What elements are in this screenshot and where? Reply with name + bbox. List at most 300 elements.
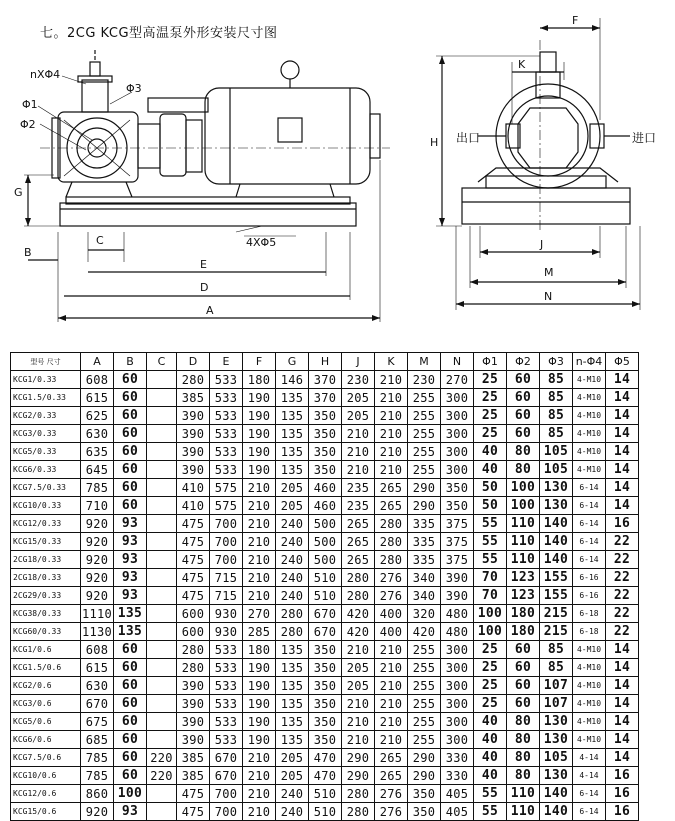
table-cell: 335 <box>408 515 441 533</box>
table-cell: 190 <box>243 443 276 461</box>
table-cell: 60 <box>114 731 147 749</box>
table-cell-model: 2CG18/0.33 <box>11 551 81 569</box>
table-cell: 155 <box>540 587 573 605</box>
table-row <box>11 641 639 659</box>
table-cell: 60 <box>114 767 147 785</box>
table-cell: 280 <box>375 551 408 569</box>
table-cell: 670 <box>309 605 342 623</box>
table-cell: 60 <box>114 749 147 767</box>
table-cell: 265 <box>375 497 408 515</box>
table-cell: 920 <box>81 587 114 605</box>
table-cell: 255 <box>408 389 441 407</box>
table-row <box>11 713 639 731</box>
table-cell: 6-14 <box>573 515 606 533</box>
table-cell: 16 <box>606 515 639 533</box>
table-row <box>11 533 639 551</box>
label-b: B <box>24 246 32 259</box>
table-header-cell: M <box>408 353 441 371</box>
table-cell: 533 <box>210 713 243 731</box>
table-cell: 350 <box>441 479 474 497</box>
table-cell: 300 <box>441 407 474 425</box>
table-cell: 300 <box>441 695 474 713</box>
table-row <box>11 587 639 605</box>
table-cell: 533 <box>210 371 243 389</box>
table-cell-model: KCG7.5/0.6 <box>11 749 81 767</box>
table-cell-model: KCG2/0.33 <box>11 407 81 425</box>
table-cell: 210 <box>243 533 276 551</box>
table-row <box>11 695 639 713</box>
table-row <box>11 785 639 803</box>
table-cell: 475 <box>177 533 210 551</box>
table-cell: 270 <box>243 605 276 623</box>
table-cell: 276 <box>375 569 408 587</box>
table-cell: 475 <box>177 515 210 533</box>
table-cell: 410 <box>177 497 210 515</box>
table-cell: 60 <box>507 641 540 659</box>
table-cell: 533 <box>210 425 243 443</box>
table-cell <box>147 533 177 551</box>
table-cell: 80 <box>507 731 540 749</box>
table-cell: 533 <box>210 461 243 479</box>
table-cell: 210 <box>243 587 276 605</box>
table-row <box>11 425 639 443</box>
table-cell: 500 <box>309 515 342 533</box>
table-cell: 350 <box>309 407 342 425</box>
table-cell: 700 <box>210 803 243 821</box>
table-cell: 235 <box>342 479 375 497</box>
installation-drawing <box>0 0 675 350</box>
table-cell: 22 <box>606 605 639 623</box>
table-cell: 240 <box>276 533 309 551</box>
table-cell: 270 <box>441 371 474 389</box>
table-cell: 330 <box>441 749 474 767</box>
table-cell: 14 <box>606 731 639 749</box>
table-cell: 130 <box>540 479 573 497</box>
table-cell: 180 <box>243 641 276 659</box>
table-cell-model: KCG6/0.6 <box>11 731 81 749</box>
table-cell: 300 <box>441 731 474 749</box>
table-cell: 60 <box>114 461 147 479</box>
table-row <box>11 407 639 425</box>
table-cell: 470 <box>309 749 342 767</box>
table-cell: 190 <box>243 695 276 713</box>
table-cell: 210 <box>342 695 375 713</box>
table-cell: 920 <box>81 569 114 587</box>
table-cell: 280 <box>342 569 375 587</box>
table-cell: 80 <box>507 461 540 479</box>
table-cell: 210 <box>243 479 276 497</box>
table-cell: 130 <box>540 767 573 785</box>
table-row <box>11 389 639 407</box>
table-cell: 205 <box>276 749 309 767</box>
table-cell: 290 <box>408 767 441 785</box>
table-cell: 385 <box>177 389 210 407</box>
label-outlet: 出口 <box>456 131 481 145</box>
table-cell: 215 <box>540 605 573 623</box>
table-cell <box>147 425 177 443</box>
table-cell: 533 <box>210 695 243 713</box>
table-cell: 14 <box>606 695 639 713</box>
table-cell: 265 <box>375 767 408 785</box>
table-row <box>11 371 639 389</box>
table-cell: 390 <box>177 425 210 443</box>
table-cell <box>147 659 177 677</box>
table-header-model: 型号 尺寸 <box>11 353 81 371</box>
table-cell: 240 <box>276 569 309 587</box>
table-cell: 93 <box>114 533 147 551</box>
table-cell: 190 <box>243 659 276 677</box>
table-cell: 280 <box>177 659 210 677</box>
table-cell: 210 <box>375 695 408 713</box>
table-cell: 385 <box>177 767 210 785</box>
table-cell: 85 <box>540 641 573 659</box>
table-cell <box>147 551 177 569</box>
table-cell: 25 <box>474 425 507 443</box>
table-cell: 370 <box>309 371 342 389</box>
table-cell: 350 <box>441 497 474 515</box>
table-cell: 60 <box>507 695 540 713</box>
table-cell: 276 <box>375 785 408 803</box>
table-cell: 475 <box>177 551 210 569</box>
table-cell: 135 <box>276 389 309 407</box>
table-cell: 470 <box>309 767 342 785</box>
table-cell: 265 <box>342 551 375 569</box>
table-cell: 4-M10 <box>573 425 606 443</box>
table-cell: 635 <box>81 443 114 461</box>
table-cell: 300 <box>441 461 474 479</box>
table-cell: 280 <box>276 605 309 623</box>
table-cell: 180 <box>507 605 540 623</box>
label-a: A <box>206 304 214 317</box>
terminal-box <box>278 118 302 142</box>
table-header-cell: Φ3 <box>540 353 573 371</box>
table-cell: 60 <box>507 677 540 695</box>
table-cell: 55 <box>474 785 507 803</box>
table-cell: 6-14 <box>573 497 606 515</box>
table-body <box>11 371 639 821</box>
table-row <box>11 731 639 749</box>
table-cell: 100 <box>474 605 507 623</box>
table-cell: 210 <box>342 641 375 659</box>
table-cell: 60 <box>114 389 147 407</box>
table-cell: 16 <box>606 785 639 803</box>
table-cell: 685 <box>81 731 114 749</box>
table-cell: 405 <box>441 785 474 803</box>
table-cell: 255 <box>408 713 441 731</box>
table-cell: 25 <box>474 677 507 695</box>
table-cell: 60 <box>114 695 147 713</box>
table-cell: 110 <box>507 785 540 803</box>
table-cell: 4-M10 <box>573 695 606 713</box>
label-n: N <box>544 290 553 303</box>
table-cell-model: KCG1.5/0.6 <box>11 659 81 677</box>
table-cell: 290 <box>408 479 441 497</box>
table-cell: 390 <box>177 461 210 479</box>
table-cell: 1130 <box>81 624 113 639</box>
table-cell: 280 <box>375 515 408 533</box>
table-cell: 135 <box>114 623 147 641</box>
table-cell: 14 <box>606 713 639 731</box>
table-cell: 60 <box>114 497 147 515</box>
table-cell: 14 <box>606 497 639 515</box>
table-cell: 860 <box>81 785 114 803</box>
table-cell <box>147 479 177 497</box>
table-cell: 240 <box>276 515 309 533</box>
table-header-cell: Φ1 <box>474 353 507 371</box>
table-cell: 205 <box>342 659 375 677</box>
table-cell: 276 <box>375 587 408 605</box>
table-cell: 6-14 <box>573 479 606 497</box>
table-row <box>11 605 639 623</box>
discharge-nozzle <box>82 80 108 112</box>
table-cell: 280 <box>342 803 375 821</box>
table-cell: 55 <box>474 551 507 569</box>
table-cell: 40 <box>474 767 507 785</box>
table-cell: 60 <box>507 389 540 407</box>
table-cell-model: 2CG29/0.33 <box>11 587 81 605</box>
table-cell: 4-14 <box>573 767 606 785</box>
table-cell: 135 <box>114 605 147 623</box>
table-cell: 480 <box>441 605 474 623</box>
table-cell: 123 <box>507 569 540 587</box>
table-cell: 93 <box>114 587 147 605</box>
table-cell: 625 <box>81 407 114 425</box>
table-cell <box>147 641 177 659</box>
table-cell: 40 <box>474 749 507 767</box>
table-cell-model: KCG15/0.6 <box>11 803 81 821</box>
table-cell-model: KCG12/0.6 <box>11 785 81 803</box>
table-header-cell: F <box>243 353 276 371</box>
table-cell: 93 <box>114 551 147 569</box>
table-cell-model: KCG6/0.33 <box>11 461 81 479</box>
table-cell: 350 <box>309 461 342 479</box>
table-cell: 60 <box>114 713 147 731</box>
table-cell: 390 <box>441 569 474 587</box>
table-cell: 180 <box>507 623 540 641</box>
table-cell: 25 <box>474 641 507 659</box>
table-cell: 210 <box>243 803 276 821</box>
table-cell: 255 <box>408 695 441 713</box>
table-cell: 255 <box>408 641 441 659</box>
table-cell: 80 <box>507 443 540 461</box>
table-cell: 700 <box>210 533 243 551</box>
table-cell: 480 <box>441 623 474 641</box>
table-cell: 70 <box>474 587 507 605</box>
table-cell: 255 <box>408 443 441 461</box>
table-cell: 255 <box>408 407 441 425</box>
table-cell-model: KCG3/0.33 <box>11 425 81 443</box>
table-cell <box>147 371 177 389</box>
table-cell: 93 <box>114 515 147 533</box>
table-cell: 500 <box>309 533 342 551</box>
table-cell: 22 <box>606 587 639 605</box>
lifting-eye <box>281 61 299 79</box>
table-cell: 85 <box>540 659 573 677</box>
table-cell: 14 <box>606 371 639 389</box>
table-cell: 60 <box>507 371 540 389</box>
table-cell: 210 <box>375 659 408 677</box>
table-cell: 210 <box>342 443 375 461</box>
table-cell: 130 <box>540 497 573 515</box>
table-cell: 135 <box>276 677 309 695</box>
table-cell-model: KCG10/0.33 <box>11 497 81 515</box>
table-cell <box>147 677 177 695</box>
table-cell: 25 <box>474 407 507 425</box>
table-cell: 210 <box>243 749 276 767</box>
table-cell: 370 <box>309 389 342 407</box>
table-cell: 6-18 <box>573 605 606 623</box>
label-phi2: Φ2 <box>20 118 36 131</box>
table-cell: 107 <box>540 695 573 713</box>
table-cell: 22 <box>606 533 639 551</box>
table-cell: 920 <box>81 551 114 569</box>
table-header-cell: G <box>276 353 309 371</box>
table-header-cell: Φ2 <box>507 353 540 371</box>
table-cell: 210 <box>342 713 375 731</box>
table-cell: 510 <box>309 785 342 803</box>
table-cell: 25 <box>474 695 507 713</box>
table-cell: 190 <box>243 461 276 479</box>
table-cell: 575 <box>210 479 243 497</box>
table-cell: 105 <box>540 461 573 479</box>
table-cell-model: KCG12/0.33 <box>11 515 81 533</box>
side-base <box>462 188 630 224</box>
table-cell: 930 <box>210 623 243 641</box>
table-cell: 300 <box>441 425 474 443</box>
table-cell: 220 <box>147 749 177 767</box>
label-inlet: 进口 <box>632 131 657 145</box>
label-4xphi5: 4XΦ5 <box>246 236 277 249</box>
table-cell: 533 <box>210 659 243 677</box>
table-cell: 475 <box>177 587 210 605</box>
table-cell: 210 <box>342 461 375 479</box>
table-cell: 350 <box>309 695 342 713</box>
table-cell: 533 <box>210 641 243 659</box>
table-cell: 210 <box>375 371 408 389</box>
table-cell: 400 <box>375 605 408 623</box>
table-cell: 608 <box>81 371 114 389</box>
table-cell: 22 <box>606 569 639 587</box>
table-cell: 255 <box>408 731 441 749</box>
table-cell: 16 <box>606 767 639 785</box>
table-cell: 280 <box>276 623 309 641</box>
page-title: 七。2CG KCG型高温泵外形安装尺寸图 <box>40 26 278 41</box>
table-cell: 40 <box>474 443 507 461</box>
table-cell: 410 <box>177 479 210 497</box>
table-cell: 60 <box>507 425 540 443</box>
table-cell: 4-M10 <box>573 371 606 389</box>
table-cell: 460 <box>309 479 342 497</box>
table-cell: 615 <box>81 389 114 407</box>
table-cell: 55 <box>474 515 507 533</box>
table-cell: 700 <box>210 515 243 533</box>
table-cell: 290 <box>342 749 375 767</box>
table-cell: 50 <box>474 479 507 497</box>
table-cell: 16 <box>606 803 639 821</box>
table-cell <box>147 569 177 587</box>
table-cell: 60 <box>114 659 147 677</box>
table-cell: 240 <box>276 551 309 569</box>
table-cell: 210 <box>342 731 375 749</box>
table-cell: 210 <box>243 515 276 533</box>
table-cell: 280 <box>177 641 210 659</box>
table-cell: 350 <box>309 659 342 677</box>
table-cell: 4-M10 <box>573 677 606 695</box>
table-cell: 135 <box>276 443 309 461</box>
table-cell: 500 <box>309 551 342 569</box>
table-cell: 4-M10 <box>573 713 606 731</box>
table-cell: 510 <box>309 569 342 587</box>
table-cell: 123 <box>507 587 540 605</box>
table-cell: 715 <box>210 569 243 587</box>
table-cell: 215 <box>540 623 573 641</box>
table-cell: 85 <box>540 371 573 389</box>
table-header-cell: Φ5 <box>606 353 639 371</box>
table-cell: 420 <box>342 623 375 641</box>
table-cell: 6-14 <box>573 551 606 569</box>
table-cell: 210 <box>243 569 276 587</box>
table-cell: 80 <box>507 749 540 767</box>
table-cell: 575 <box>210 497 243 515</box>
table-row <box>11 551 639 569</box>
table-cell: 330 <box>441 767 474 785</box>
table-cell-model: KCG1/0.33 <box>11 371 81 389</box>
table-cell: 190 <box>243 425 276 443</box>
table-row <box>11 749 639 767</box>
table-cell: 6-14 <box>573 533 606 551</box>
table-cell: 135 <box>276 695 309 713</box>
table-cell <box>147 461 177 479</box>
table-cell: 6-14 <box>573 785 606 803</box>
table-cell: 475 <box>177 785 210 803</box>
table-row <box>11 767 639 785</box>
table-cell: 670 <box>81 695 114 713</box>
table-cell: 210 <box>375 425 408 443</box>
table-cell: 140 <box>540 785 573 803</box>
table-cell: 300 <box>441 641 474 659</box>
table-cell: 390 <box>177 731 210 749</box>
table-cell: 510 <box>309 803 342 821</box>
label-m: M <box>544 266 554 279</box>
table-cell: 60 <box>114 371 147 389</box>
table-cell: 4-M10 <box>573 443 606 461</box>
table-cell <box>147 605 177 623</box>
table-cell: 920 <box>81 515 114 533</box>
label-g: G <box>14 186 23 199</box>
table-cell: 300 <box>441 443 474 461</box>
table-cell: 255 <box>408 461 441 479</box>
table-cell: 4-14 <box>573 749 606 767</box>
table-cell: 460 <box>309 497 342 515</box>
table-cell: 60 <box>114 677 147 695</box>
table-cell: 210 <box>375 389 408 407</box>
table-row <box>11 677 639 695</box>
table-cell: 385 <box>177 749 210 767</box>
table-header-cell: D <box>177 353 210 371</box>
table-cell: 60 <box>114 641 147 659</box>
table-cell: 130 <box>540 713 573 731</box>
table-cell: 533 <box>210 677 243 695</box>
table-cell: 210 <box>375 641 408 659</box>
table-cell: 4-M10 <box>573 659 606 677</box>
table-cell: 300 <box>441 659 474 677</box>
table-cell: 210 <box>375 731 408 749</box>
table-cell: 55 <box>474 533 507 551</box>
table-cell: 600 <box>177 623 210 641</box>
table-cell: 230 <box>342 371 375 389</box>
table-cell-model: KCG5/0.6 <box>11 713 81 731</box>
table-cell: 300 <box>441 677 474 695</box>
